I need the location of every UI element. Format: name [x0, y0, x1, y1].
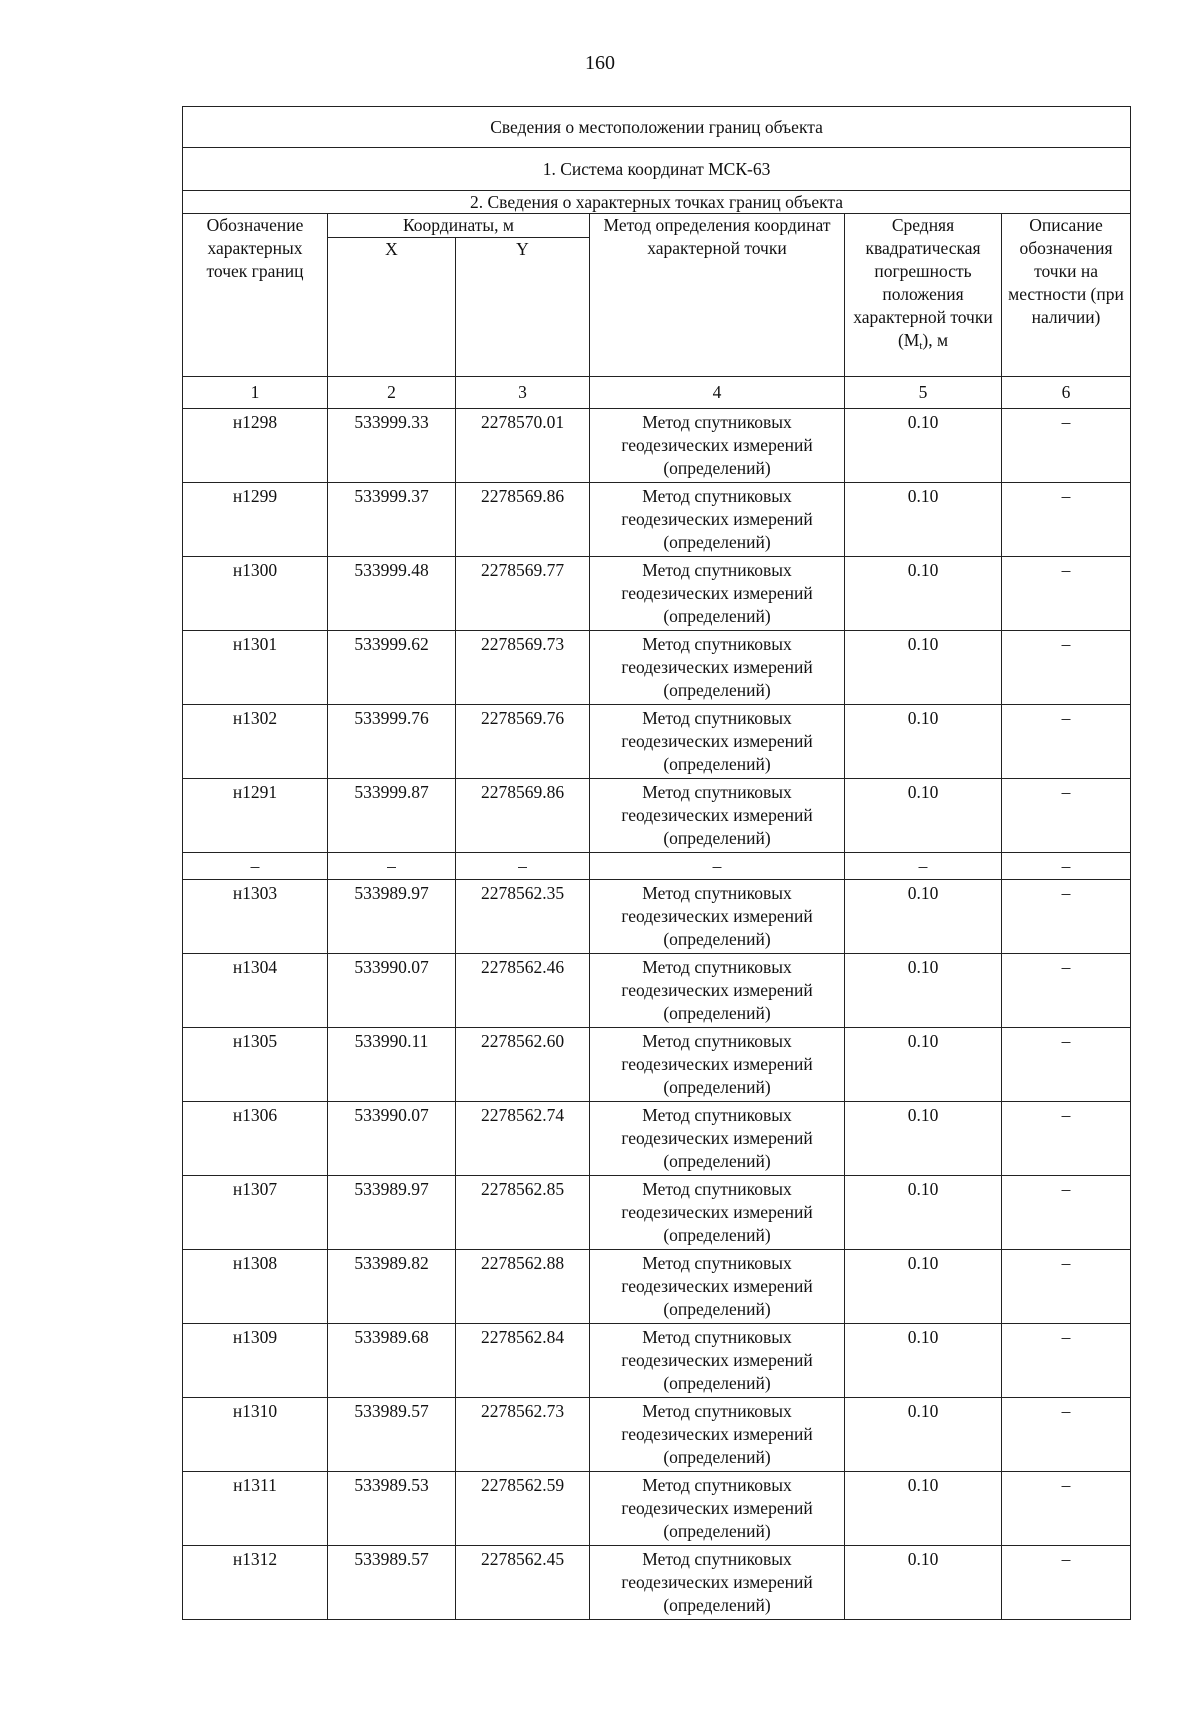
point-description: – [1002, 1176, 1131, 1250]
point-id: н1307 [183, 1176, 328, 1250]
point-description: – [1002, 483, 1131, 557]
point-x: 533989.97 [328, 880, 456, 954]
points-section-title: 2. Сведения о характерных точках границ объекта [183, 191, 1131, 214]
page-number: 160 [585, 52, 615, 74]
table-row [183, 705, 1131, 779]
point-x: 533999.76 [328, 705, 456, 779]
point-y: 2278569.86 [456, 779, 590, 853]
point-description: – [1002, 880, 1131, 954]
point-y: 2278562.35 [456, 880, 590, 954]
header-description: Описание обозначения точки на местности (при наличии) [1002, 214, 1131, 377]
point-error: 0.10 [845, 1250, 1002, 1324]
point-y: 2278569.73 [456, 631, 590, 705]
point-x: 533990.07 [328, 954, 456, 1028]
point-x: 533999.87 [328, 779, 456, 853]
point-id: н1302 [183, 705, 328, 779]
point-method: Метод спутниковых геодезических измерений (определений) [590, 880, 845, 954]
point-y: 2278569.77 [456, 557, 590, 631]
point-error: 0.10 [845, 409, 1002, 483]
separator-dash: – [456, 853, 590, 880]
point-description: – [1002, 779, 1131, 853]
point-id: н1311 [183, 1472, 328, 1546]
point-y: 2278562.46 [456, 954, 590, 1028]
point-x: 533999.33 [328, 409, 456, 483]
point-x: 533989.53 [328, 1472, 456, 1546]
header-error [845, 214, 1002, 377]
point-error: 0.10 [845, 1398, 1002, 1472]
point-method: Метод спутниковых геодезических измерений (определений) [590, 1102, 845, 1176]
table-row [183, 1028, 1131, 1102]
table-row [183, 954, 1131, 1028]
point-x: 533990.07 [328, 1102, 456, 1176]
point-error: 0.10 [845, 954, 1002, 1028]
point-x: 533989.97 [328, 1176, 456, 1250]
column-number: 6 [1002, 377, 1131, 409]
point-y: 2278570.01 [456, 409, 590, 483]
point-error: 0.10 [845, 1102, 1002, 1176]
point-id: н1299 [183, 483, 328, 557]
table-row [183, 1250, 1131, 1324]
table-row [183, 1546, 1131, 1620]
header-coordinates: Координаты, м [328, 214, 590, 238]
column-number: 3 [456, 377, 590, 409]
header-error-suffix: ), м [922, 330, 949, 350]
column-number: 4 [590, 377, 845, 409]
separator-dash: – [183, 853, 328, 880]
point-description: – [1002, 1102, 1131, 1176]
point-description: – [1002, 1546, 1131, 1620]
point-description: – [1002, 1324, 1131, 1398]
header-designation: Обозначение характерных точек границ [183, 214, 328, 377]
separator-dash: – [1002, 853, 1131, 880]
point-y: 2278562.45 [456, 1546, 590, 1620]
separator-dash: – [328, 853, 456, 880]
point-id: н1303 [183, 880, 328, 954]
point-method: Метод спутниковых геодезических измерений (определений) [590, 1028, 845, 1102]
point-id: н1306 [183, 1102, 328, 1176]
point-id: н1309 [183, 1324, 328, 1398]
point-y: 2278562.73 [456, 1398, 590, 1472]
point-error: 0.10 [845, 631, 1002, 705]
point-id: н1310 [183, 1398, 328, 1472]
point-id: н1301 [183, 631, 328, 705]
table-row [183, 631, 1131, 705]
point-method: Метод спутниковых геодезических измерений (определений) [590, 1398, 845, 1472]
point-description: – [1002, 409, 1131, 483]
table-row [183, 1472, 1131, 1546]
point-y: 2278569.86 [456, 483, 590, 557]
point-description: – [1002, 1250, 1131, 1324]
point-x: 533999.37 [328, 483, 456, 557]
point-description: – [1002, 705, 1131, 779]
header-y: Y [456, 238, 590, 377]
point-id: н1304 [183, 954, 328, 1028]
point-x: 533990.11 [328, 1028, 456, 1102]
table-title: Сведения о местоположении границ объекта [183, 107, 1131, 148]
point-id: н1298 [183, 409, 328, 483]
point-method: Метод спутниковых геодезических измерений (определений) [590, 954, 845, 1028]
separator-dash: – [590, 853, 845, 880]
point-error: 0.10 [845, 483, 1002, 557]
point-y: 2278569.76 [456, 705, 590, 779]
point-error: 0.10 [845, 880, 1002, 954]
point-description: – [1002, 954, 1131, 1028]
point-method: Метод спутниковых геодезических измерений (определений) [590, 483, 845, 557]
point-id: н1312 [183, 1546, 328, 1620]
point-error: 0.10 [845, 705, 1002, 779]
point-error: 0.10 [845, 1028, 1002, 1102]
point-error: 0.10 [845, 1472, 1002, 1546]
point-method: Метод спутниковых геодезических измерений (определений) [590, 557, 845, 631]
table-row [183, 1398, 1131, 1472]
point-error: 0.10 [845, 779, 1002, 853]
column-number: 1 [183, 377, 328, 409]
boundary-points-table [182, 106, 1131, 1620]
table-row [183, 483, 1131, 557]
point-description: – [1002, 1028, 1131, 1102]
table-row [183, 409, 1131, 483]
point-y: 2278562.84 [456, 1324, 590, 1398]
table-row [183, 880, 1131, 954]
point-y: 2278562.60 [456, 1028, 590, 1102]
point-y: 2278562.59 [456, 1472, 590, 1546]
point-y: 2278562.88 [456, 1250, 590, 1324]
table-row [183, 1176, 1131, 1250]
column-number: 2 [328, 377, 456, 409]
point-error: 0.10 [845, 557, 1002, 631]
header-method: Метод определения координат характерной точки [590, 214, 845, 377]
point-id: н1300 [183, 557, 328, 631]
table-row [183, 1324, 1131, 1398]
point-error: 0.10 [845, 1546, 1002, 1620]
point-method: Метод спутниковых геодезических измерений (определений) [590, 1176, 845, 1250]
point-y: 2278562.74 [456, 1102, 590, 1176]
point-method: Метод спутниковых геодезических измерений (определений) [590, 1324, 845, 1398]
point-method: Метод спутниковых геодезических измерений (определений) [590, 705, 845, 779]
point-y: 2278562.85 [456, 1176, 590, 1250]
separator-dash: – [845, 853, 1002, 880]
point-x: 533999.48 [328, 557, 456, 631]
table-row [183, 779, 1131, 853]
point-id: н1305 [183, 1028, 328, 1102]
point-description: – [1002, 631, 1131, 705]
column-number: 5 [845, 377, 1002, 409]
point-method: Метод спутниковых геодезических измерений (определений) [590, 779, 845, 853]
table-row [183, 1102, 1131, 1176]
point-x: 533989.57 [328, 1398, 456, 1472]
header-error-sub: t [919, 340, 923, 352]
point-description: – [1002, 557, 1131, 631]
coordinate-system: 1. Система координат МСК-63 [183, 148, 1131, 191]
header-x: X [328, 238, 456, 377]
header-error-prefix: Средняя квадратическая погрешность положения характерной точки (M [853, 215, 993, 350]
point-x: 533999.62 [328, 631, 456, 705]
point-method: Метод спутниковых геодезических измерений (определений) [590, 409, 845, 483]
point-method: Метод спутниковых геодезических измерений (определений) [590, 1472, 845, 1546]
point-method: Метод спутниковых геодезических измерений (определений) [590, 1250, 845, 1324]
point-method: Метод спутниковых геодезических измерений (определений) [590, 631, 845, 705]
point-method: Метод спутниковых геодезических измерений (определений) [590, 1546, 845, 1620]
table-row [183, 557, 1131, 631]
point-description: – [1002, 1398, 1131, 1472]
point-error: 0.10 [845, 1176, 1002, 1250]
point-x: 533989.82 [328, 1250, 456, 1324]
point-id: н1308 [183, 1250, 328, 1324]
point-error: 0.10 [845, 1324, 1002, 1398]
point-description: – [1002, 1472, 1131, 1546]
point-x: 533989.68 [328, 1324, 456, 1398]
separator-row [183, 853, 1131, 880]
column-numbers-row [183, 377, 1131, 409]
point-x: 533989.57 [328, 1546, 456, 1620]
point-id: н1291 [183, 779, 328, 853]
